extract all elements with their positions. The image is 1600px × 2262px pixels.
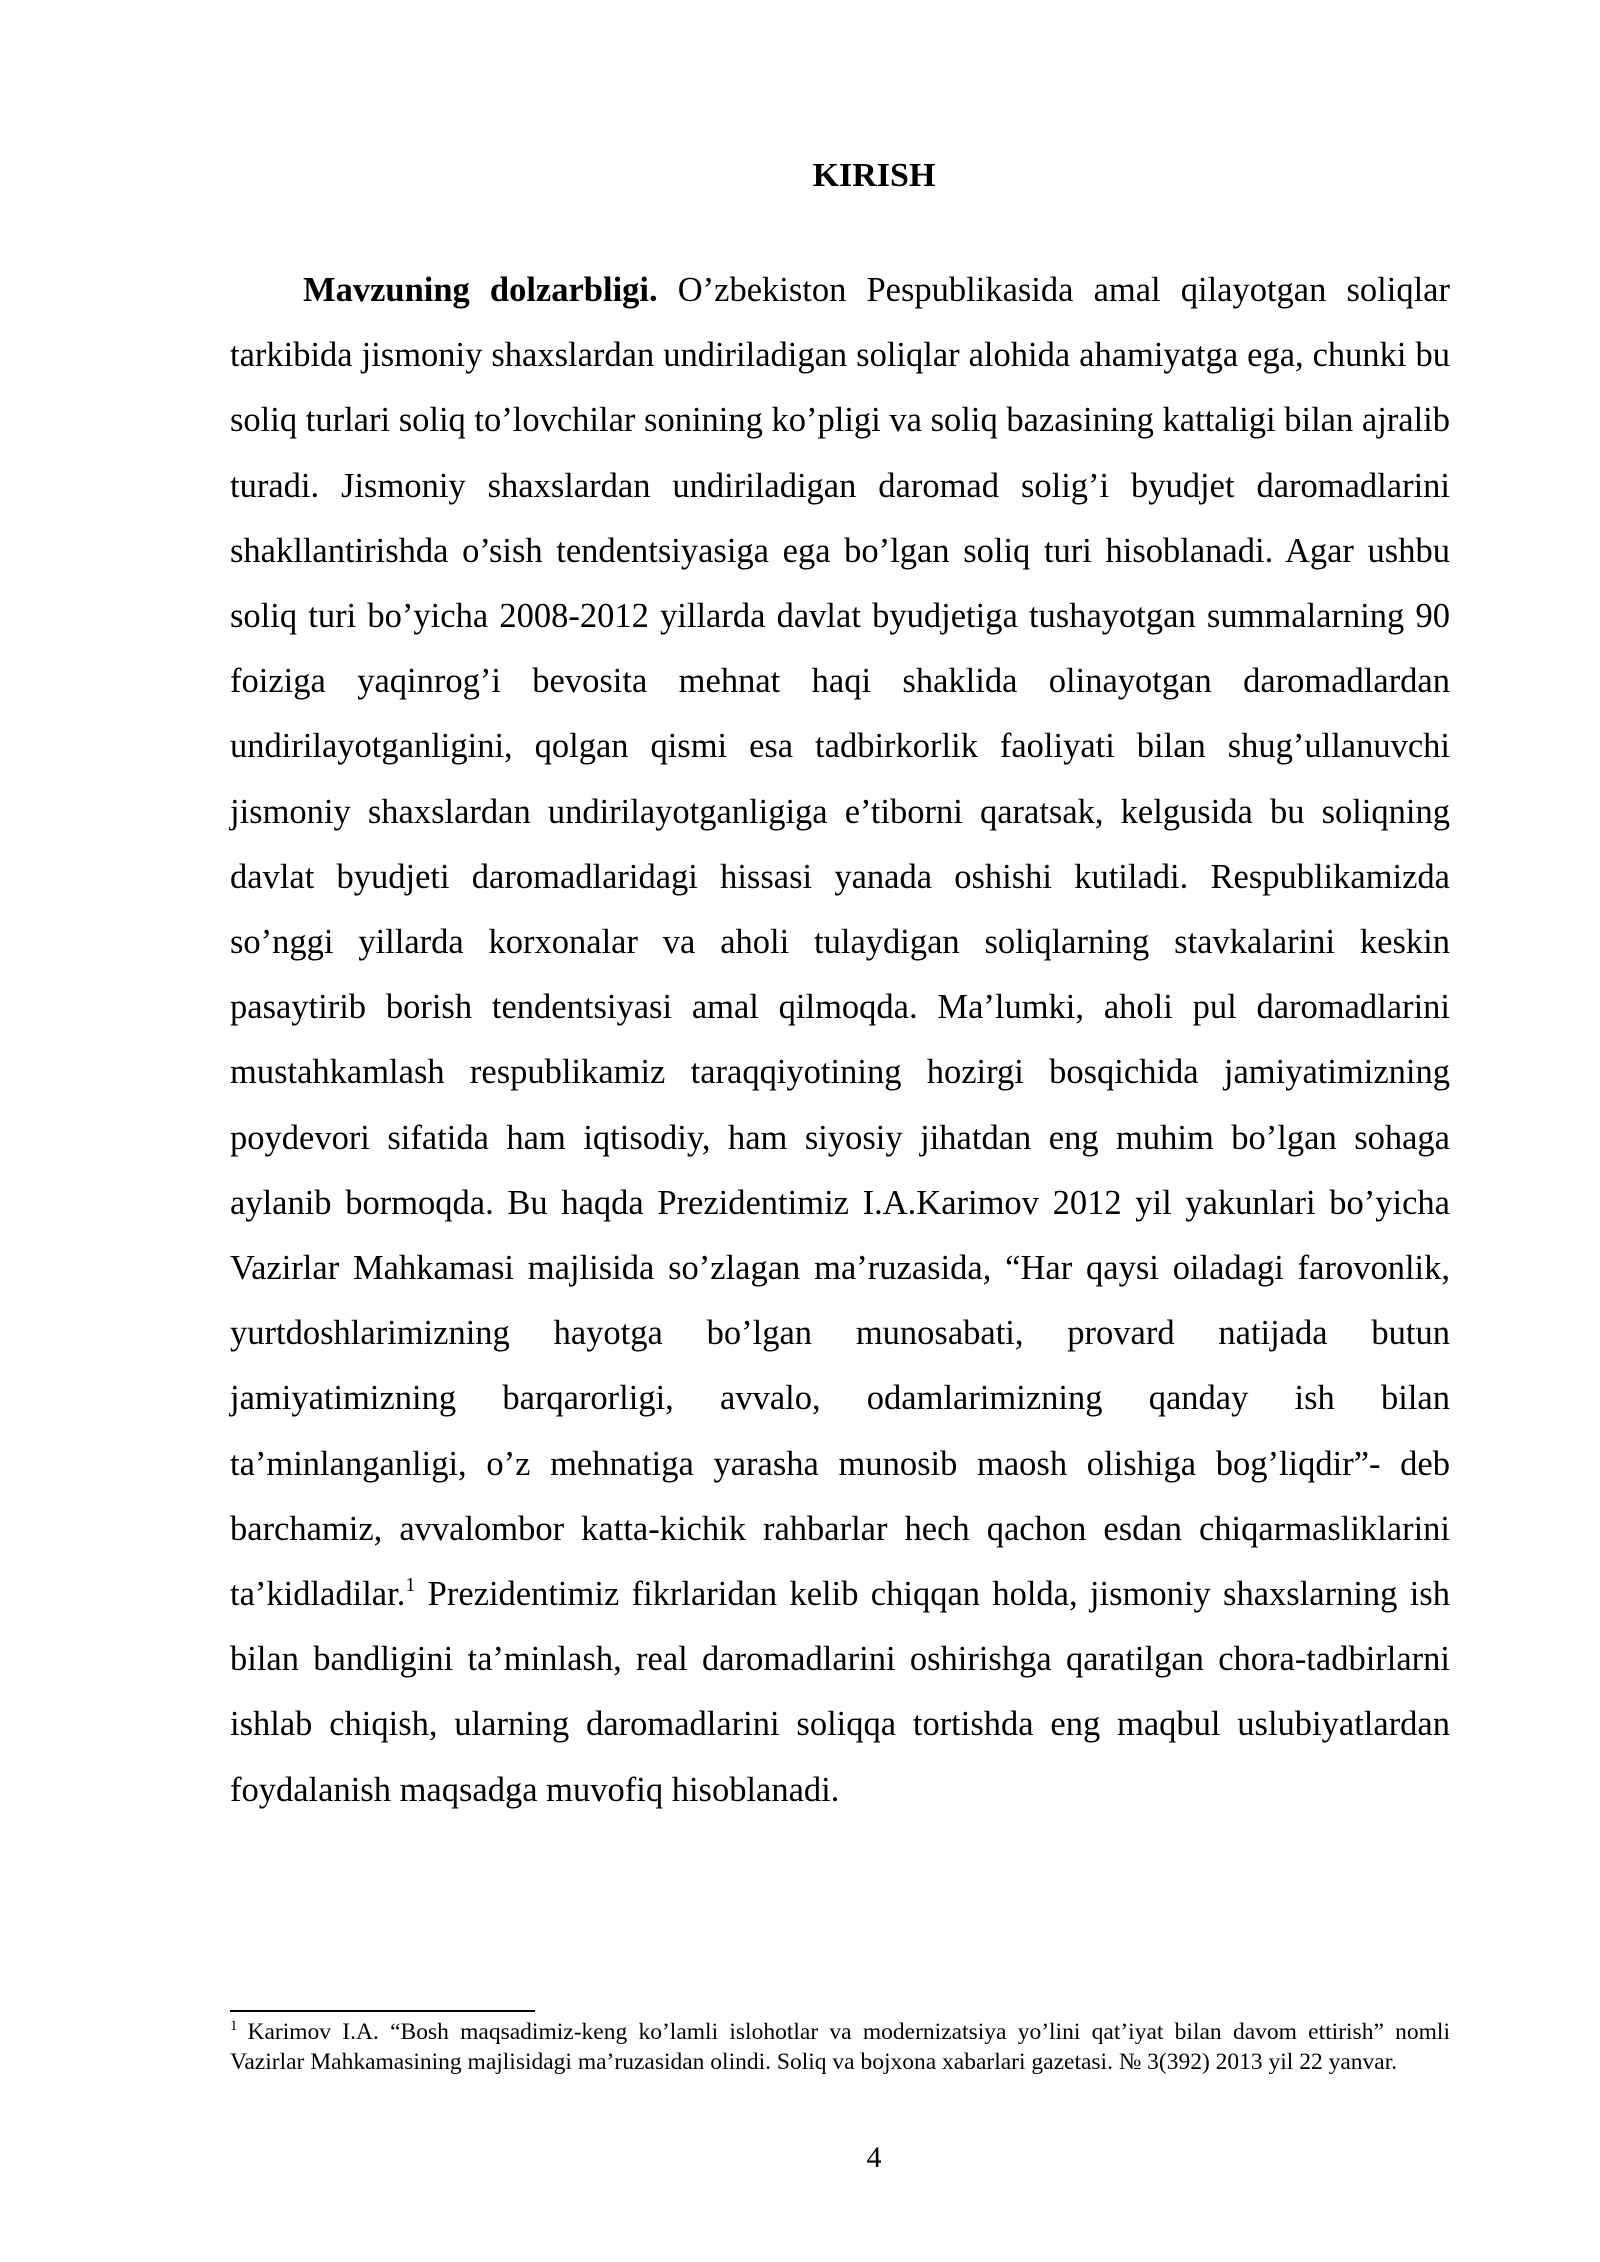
footnote-separator — [230, 2010, 535, 2012]
section-heading: KIRISH — [812, 157, 936, 194]
footnote-marker: 1 — [230, 2018, 238, 2034]
paragraph-text-part-2: Prezidentimiz fikrlaridan kelib chiqqan holda, jismoniy shaxslarning ish bilan bandligini ta’minlash, real daromadlarini oshirishga qaratilgan chora-tadbirlarni ishlab chiqish, ularning daromadlarini soliqqa tortishda eng maqbul uslubiyatlardan foydalanish maqsadga muvofiq hisoblanadi. — [230, 1575, 1450, 1809]
intro-paragraph — [230, 258, 1450, 1823]
page-number: 4 — [866, 2141, 882, 2174]
footnote — [230, 2018, 1450, 2077]
paragraph-text-part-1: O’zbekiston Pespublikasida amal qilayotgan soliqlar tarkibida jismoniy shaxslardan undiriladigan soliqlar alohida ahamiyatga ega, chunki bu soliq turlari soliq to’lovchilar sonining ko’pligi va soliq bazasining kattaligi bilan ajralib turadi. Jismoniy shaxslardan undiriladigan daromad solig’i byudjet daromadlarini shakllantirishda o’sish tendentsiyasiga ega bo’lgan soliq turi hisoblanadi. Agar ushbu soliq turi bo’yicha 2008-2012 yillarda davlat byudjetiga tushayotgan summalarning 90 foiziga yaqinrog’i bevosita mehnat haqi shaklida olinayotgan daromadlardan undirilayotganligini, qolgan qismi esa tadbirkorlik faoliyati bilan shug’ullanuvchi jismoniy shaxslardan undirilayotganligiga e’tiborni qaratsak, kelgusida bu soliqning davlat byudjeti daromadlaridagi hissasi yanada oshishi kutiladi. Respublikamizda so’nggi yillarda korxonalar va aholi tulaydigan soliqlarning stavkalarini keskin pasaytirib borish tendentsiyasi amal qilmoqda. Ma’lumki, aholi pul daromadlarini mustahkamlash respublikamiz taraqqiyotining hozirgi bosqichida jamiyatimizning poydevori sifatida ham iqtisodiy, ham siyosiy jihatdan eng muhim bo’lgan sohaga aylanib bormoqda. Bu haqda Prezidentimiz I.A.Karimov 2012 yil yakunlari bo’yicha Vazirlar Mahkamasi majlisida so’zlagan ma’ruzasida, “Har qaysi oiladagi farovonlik, yurtdoshlarimizning hayotga bo’lgan munosabati, provard natijada butun jamiyatimizning barqarorligi, avvalo, odamlarimizning qanday ish bilan ta’minlanganligi, o’z mehnatiga yarasha munosib maosh olishiga bog’liqdir”- deb barchamiz, avvalombor katta-kichik rahbarlar hech qachon esdan chiqarmasliklarini ta’kidladilar. — [230, 271, 1450, 1614]
paragraph-lead: Mavzuning dolzarbligi. — [303, 271, 658, 309]
footnote-reference[interactable]: 1 — [405, 1574, 416, 1597]
footnote-text: Karimov I.A. “Bosh maqsadimiz-keng ko’lamli islohotlar va modernizatsiya yo’lini qat’iyat bilan davom ettirish” nomli Vazirlar Mahkamasining majlisidagi ma’ruzasidan olindi. Soliq va bojxona xabarlari gazetasi. № 3(392) 2013 yil 22 yanvar. — [230, 2019, 1450, 2075]
